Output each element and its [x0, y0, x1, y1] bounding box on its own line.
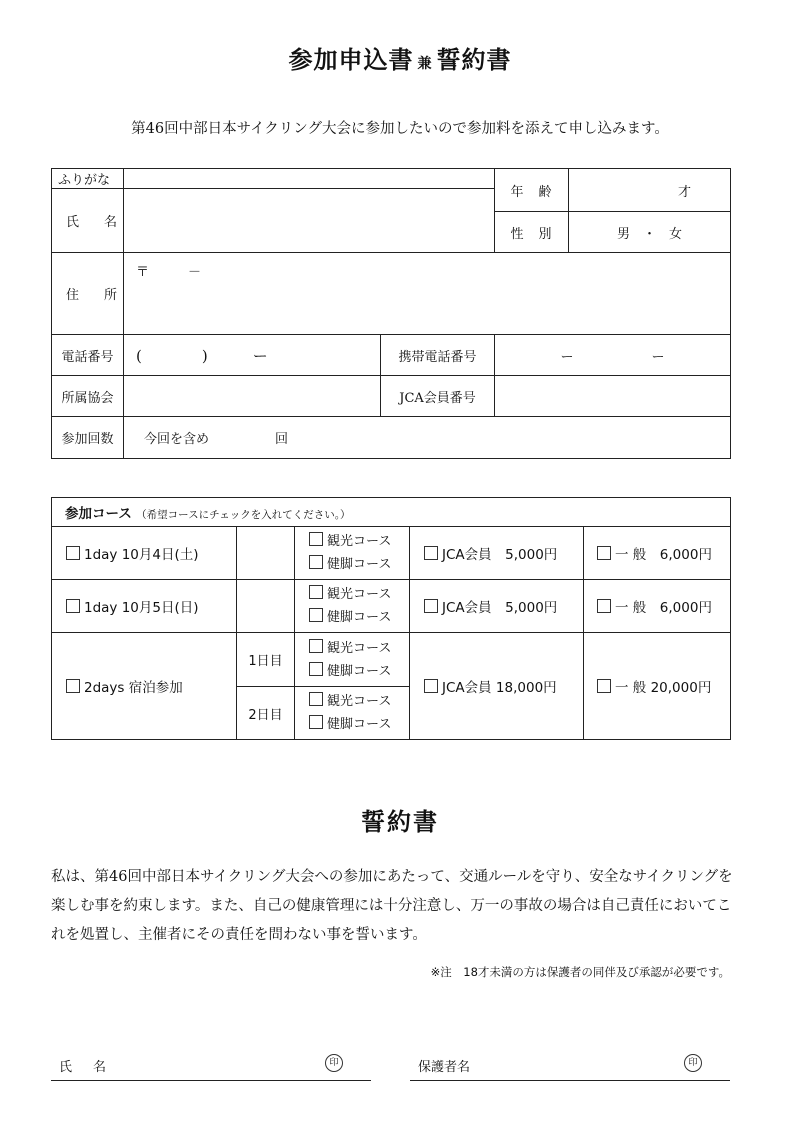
- name-label: 氏 名: [52, 189, 124, 253]
- option-endurance[interactable]: 健脚コース: [295, 713, 409, 736]
- option-sightseeing[interactable]: 観光コース: [295, 690, 409, 713]
- signature-name-label: 氏 名: [59, 1060, 111, 1075]
- course-type-options: [295, 687, 410, 740]
- course-2days[interactable]: 2days 宿泊参加: [52, 633, 237, 740]
- age-field[interactable]: [569, 169, 731, 212]
- checkbox[interactable]: [66, 546, 80, 560]
- course-row: [52, 527, 731, 580]
- gender-options[interactable]: 男 ・ 女: [569, 212, 731, 253]
- checkbox[interactable]: [597, 679, 611, 693]
- pledge-title: 誓約書: [361, 807, 439, 836]
- mobile-label: 携帯電話番号: [381, 335, 495, 376]
- course-header-title: 参加コース: [65, 506, 132, 522]
- checkbox[interactable]: [309, 715, 323, 729]
- association-label: 所属協会: [52, 376, 124, 417]
- page-title: [0, 40, 800, 75]
- furigana-field[interactable]: [124, 169, 495, 189]
- phone-label: 電話番号: [52, 335, 124, 376]
- age-unit: 才: [678, 184, 692, 200]
- participation-count-label: 参加回数: [52, 417, 124, 459]
- checkbox[interactable]: [66, 679, 80, 693]
- checkbox[interactable]: [597, 546, 611, 560]
- checkbox[interactable]: [309, 555, 323, 569]
- course-type-options: [295, 527, 410, 580]
- course-row: [52, 580, 731, 633]
- day2-label: 2日目: [237, 687, 295, 740]
- course-row: [52, 633, 731, 687]
- intro-text: 第46回中部日本サイクリング大会に参加したいので参加料を添えて申し込みます。: [131, 121, 669, 137]
- option-sightseeing[interactable]: 観光コース: [295, 637, 409, 660]
- fee-jca[interactable]: JCA会員 18,000円: [410, 633, 584, 740]
- age-label: 年 齢: [495, 169, 569, 212]
- furigana-label: ふりがな: [52, 169, 124, 189]
- jca-number-label: JCA会員番号: [381, 376, 495, 417]
- course-1day-oct5[interactable]: 1day 10月5日(日): [52, 580, 237, 633]
- checkbox[interactable]: [309, 608, 323, 622]
- signature-guardian-label: 保護者名: [418, 1060, 471, 1075]
- course-table: [51, 497, 731, 740]
- checkbox[interactable]: [424, 546, 438, 560]
- checkbox[interactable]: [424, 679, 438, 693]
- checkbox[interactable]: [309, 639, 323, 653]
- course-header-note: （希望コースにチェックを入れてください。）: [136, 509, 351, 521]
- checkbox[interactable]: [309, 692, 323, 706]
- checkbox[interactable]: [597, 599, 611, 613]
- course-type-options: [295, 633, 410, 687]
- option-sightseeing[interactable]: 観光コース: [295, 530, 409, 553]
- pledge-body: 私は、第46回中部日本サイクリング大会への参加にあたって、交通ルールを守り、安全なサイクリングを楽しむ事を約束します。また、自己の健康管理には十分注意し、万一の事故の場合は自己責任においてこれを処置し、主催者にその責任を問わない事を誓います。: [51, 869, 733, 943]
- name-field[interactable]: [124, 189, 495, 253]
- jca-number-field[interactable]: [495, 376, 731, 417]
- course-1day-oct4[interactable]: 1day 10月4日(土): [52, 527, 237, 580]
- gender-label: 性 別: [495, 212, 569, 253]
- day1-label: 1日目: [237, 633, 295, 687]
- option-endurance[interactable]: 健脚コース: [295, 660, 409, 683]
- fee-jca[interactable]: JCA会員 5,000円: [410, 580, 584, 633]
- seal-icon: 印: [325, 1054, 343, 1072]
- title-sub: 誓約書: [436, 45, 512, 74]
- count-prefix: 今回を含め: [144, 432, 210, 447]
- fee-jca[interactable]: JCA会員 5,000円: [410, 527, 584, 580]
- course-type-options: [295, 580, 410, 633]
- option-endurance[interactable]: 健脚コース: [295, 553, 409, 576]
- count-suffix: 回: [275, 432, 289, 447]
- postal-mark: 〒 －: [136, 265, 202, 280]
- applicant-form: [51, 168, 731, 459]
- checkbox[interactable]: [309, 585, 323, 599]
- checkbox[interactable]: [424, 599, 438, 613]
- checkbox[interactable]: [309, 662, 323, 676]
- seal-icon: 印: [684, 1054, 702, 1072]
- checkbox[interactable]: [309, 532, 323, 546]
- option-sightseeing[interactable]: 観光コース: [295, 583, 409, 606]
- fee-general[interactable]: 一 般 20,000円: [584, 633, 731, 740]
- title-main: 参加申込書: [288, 45, 414, 74]
- checkbox[interactable]: [66, 599, 80, 613]
- age-note: ※注 18才未満の方は保護者の同伴及び承認が必要です。: [430, 965, 730, 979]
- address-field[interactable]: [124, 253, 731, 335]
- phone-field[interactable]: ( ) ー: [124, 335, 381, 376]
- address-label: 住 所: [52, 253, 124, 335]
- signature-name-line[interactable]: [51, 1052, 371, 1081]
- option-endurance[interactable]: 健脚コース: [295, 606, 409, 629]
- fee-general[interactable]: 一 般 6,000円: [584, 580, 731, 633]
- fee-general[interactable]: 一 般 6,000円: [584, 527, 731, 580]
- association-field[interactable]: [124, 376, 381, 417]
- course-header: [52, 498, 731, 527]
- participation-count-field[interactable]: [124, 417, 731, 459]
- signature-guardian-line[interactable]: [410, 1052, 730, 1081]
- title-connector: 兼: [417, 56, 433, 72]
- mobile-field[interactable]: ー ー: [495, 335, 731, 376]
